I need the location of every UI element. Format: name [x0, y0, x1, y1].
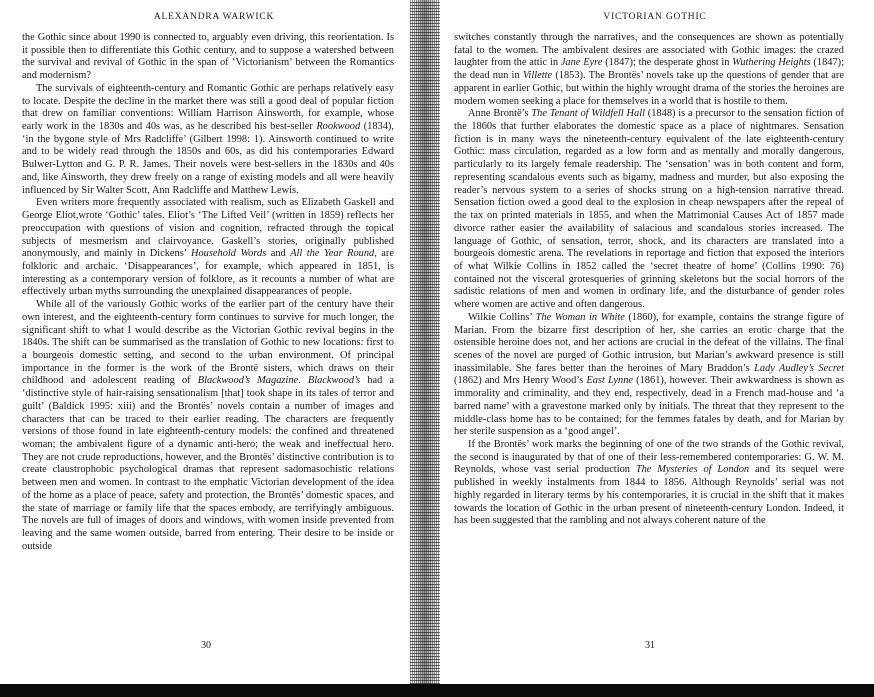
- paragraph: Even writers more frequently associated with realism, such as Elizabeth Gaskell and George Eliot,wrote ‘Gothic’ tales. Eliot’s ‘The Lifted Veil’ (written in 1859) reflects her preoccupation with questions of vision and cognition, refracted through the topical subjects of mesmerism and clairvoyance. Gaskell’s stories, originally published anonymously, and mainly in Dickens’ Household Words and All the Year Round, are folkloric and archaic. ‘Disappearances’, for example, which appeared in 1851, is interesting as a contemporary version of folklore, as it recounts a number of what are effectively urban myths surrounding the unexplained disappearances of people.: [22, 197, 394, 298]
- page-number: 31: [645, 640, 655, 651]
- paragraph: Anne Brontë’s The Tenant of Wildfell Hall (1848) is a precursor to the sensation fiction of the 1860s that further elaborates the domestic space as a place of nightmares. Sensation fiction is in many ways the nineteenth-century equivalent of the late eighteenth-century Gothic: mass circulation, regarded as a low form and as mentally and morally dangerous, particularly to its largely female readership. The ‘sensation’ was in both content and form, representing scandalous events such as bigamy, madness and murder, but also exposing the reader’s nervous system to a series of shocks strung on a high-tension narrative thread. Sensation fiction owed a good deal to the explosion in cheap newspapers after the repeal of the tax on printed materials in 1855, and when the Matrimonial Causes Act of 1857 made divorce rather easier the availability of salacious and scandalous stories increased. The language of Gothic, of sensation, terror, shock, and its characters are translated into a bourgeois domestic arena. The revelations in reportage and fiction that exposed the interiors of what Wilkie Collins in 1852 called the ‘secret theatre of home’ (Collins 1990: 76) contained not the visceral grotesqueries of grinning skeletons but the social horrors of the sadistic relations of men and women in ordinary life, and the disturbance of gender roles where women are active and often dangerous.: [454, 108, 844, 311]
- running-head-author: ALEXANDRA WARWICK: [153, 12, 275, 22]
- paragraph: Wilkie Collins’ The Woman in White (1860), for example, contains the strange figure of Marian. From the bizarre first description of her, she carries an erotic charge that the ostensible heroine does not, and her actions are crucial in the defeat of the villains. The final scenes of the novel are purged of Gothic intrusion, but Marian’s awkward presence is still inassimilable. She fares better than the heroines of Mary Braddon’s Lady Audley’s Secret (1862) and Mrs Henry Wood’s East Lynne (1861), however. Their awkwardness is shown as immorality and criminality, and they end, respectively, dead in a French mad-house and ‘a barred name’ with a gravestone marked only by initials. The threat that they represent to the middle-class home has to be contained; for the femmes fatales by death, and for Marian by her sterile suspension as a ‘good angel’.: [454, 311, 844, 438]
- scan-edge-bar: [0, 684, 874, 697]
- paragraph: switches constantly through the narratives, and the consequences are shown as potentially fatal to the women. The ambivalent desires are associated with Gothic images: the crazed laughter from the attic in Jane Eyre (1847); the desperate ghost in Wuthering Heights (1847); the dead nun in Villette (1853). The Brontës’ novels take up the questions of gender that are apparent in earlier Gothic, but within the highly wrought drama of the stories the heroines are modern women seeking a place for themselves in a world that is hostile to them.: [454, 32, 845, 107]
- paragraph: While all of the variously Gothic works of the earlier part of the century have their own interest, and the eighteenth-century form continues to survive for much longer, the significant shift to what I would describe as the Victorian Gothic revival begins in the 1840s. The shift can be summarised as the translation of Gothic to new locations: first to a bourgeois domestic setting, and second to the urban environment. Of principal importance in the former is the work of the Brontë sisters, which draws on their childhood and adolescent reading of Blackwood’s Magazine. Blackwood’s had a ‘distinctive style of hair-raising sensationalism [that] took shape in its tales of terror and guilt’ (Baldick 1995: xiii) and the Brontës’ novels contain a number of images and characters that can be traced to their earlier reading. The characters are frequently versions of those found in late eighteenth-century models: the confined and threatened woman; the ambivalent figure of a dynamic anti-hero; the weak and ineffectual hero. They are not crude reproductions, however, and the Brontës’ distinctive contribution is to create claustrophobic psychological dramas that represent sadomasochistic relations between men and women. In contrast to the emphatic Victorian development of the idea of the home as a place of peace, safety and protection, the Brontës’ domestic spaces, and the state of marriage or family life that the spaces embody, are terrifyingly ambiguous. The novels are full of images of doors and windows, with women inside prevented from leaving and the same women outside, barred from entering. Their desire to be inside or outside: [22, 299, 394, 552]
- page-number: 30: [201, 640, 211, 651]
- paragraph: the Gothic since about 1990 is connected to, arguably even driving, this reorientation. Is it possible then to differentiate this Gothic century, and to suppose a watershed between the survival and revival of Gothic in the span of ‘Victorianism’ between the Romantics and modernism?: [22, 32, 394, 82]
- paragraph: The survivals of eighteenth-century and Romantic Gothic are perhaps relatively easy to locate. Despite the decline in the market there was still a good deal of popular fiction that drew on familiar conventions: William Harrison Ainsworth, for example, whose early work in the 1830s and 40s was, as he described his best-seller Rookwood (1834), ‘in the bygone style of Mrs Radcliffe’ (Gilbert 1998: 1). Ainsworth continued to write and to be widely read through the 1850s and 60s, as did his contemporaries Edward Bulwer-Lytton and G. P. R. James. Their novels were best-sellers in the 1830s and 40s and, like Ainsworth, they drew freely on a range of existing models and all were heavily influenced by Sir Walter Scott, Ann Radcliffe and Matthew Lewis.: [22, 82, 394, 196]
- running-head-title: VICTORIAN GOTHIC: [603, 12, 707, 22]
- right-page: [436, 0, 874, 690]
- left-page: [0, 0, 418, 690]
- left-body-text: [22, 32, 394, 553]
- paragraph: If the Brontës’ work marks the beginning of one of the two strands of the Gothic revival, the second is inaugurated by that of one of their less-remembered contemporaries: G. W. M. Reynolds, whose vast serial production The Mysteries of London and its sequel were published in weekly instalments from 1844 to 1856. Although Reynolds’ serial was not highly regarded in literary terms by his contemporaries, it is crucial in the shift that it makes towards the location of Gothic in the urban present of nineteenth-century London. Indeed, it has been suggested that the rambling and not always coherent nature of the: [454, 439, 844, 527]
- right-body-text: [454, 32, 844, 528]
